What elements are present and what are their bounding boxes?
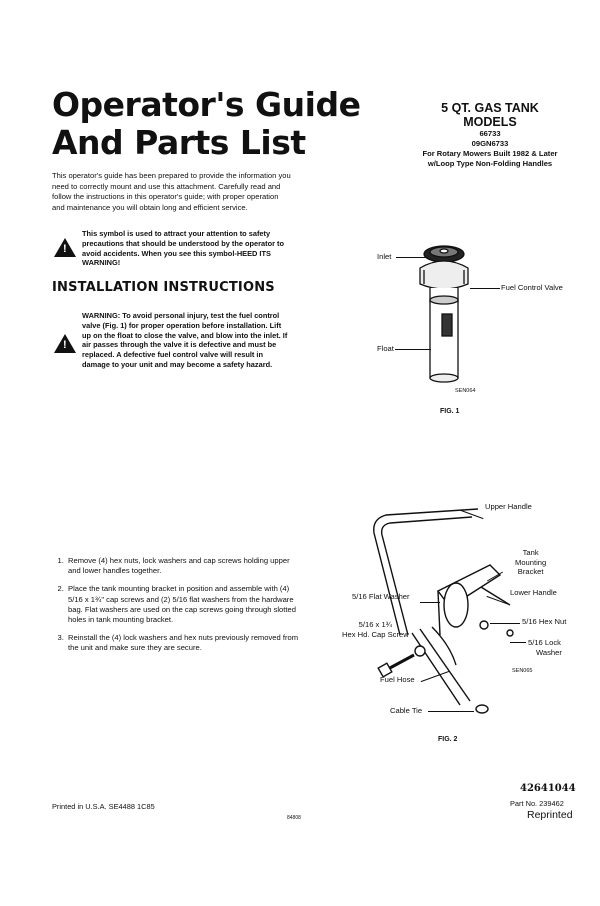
tank-mounting-figure [360, 495, 530, 720]
safety-notice: This symbol is used to attract your attention to safety precautions that should be understood by the operator to avoid accidents. When you see this symbol-HEED ITS WARNING! [82, 229, 285, 268]
label-cap-screw: 5/16 x 1¾ Hex Hd. Cap Screw [342, 620, 409, 639]
leader-line [470, 288, 500, 289]
leader-line [510, 642, 526, 643]
label-float: Float [377, 344, 394, 353]
label-tank-mounting-bracket: Tank Mounting Bracket [515, 548, 547, 577]
stamp-number: 42641044 [520, 783, 576, 794]
title-line-1: Operator's Guide [52, 85, 361, 124]
label-lower-handle: Lower Handle [510, 588, 557, 597]
printed-info: Printed in U.S.A. SE4488 1C85 [52, 802, 155, 811]
figure-2-caption: FIG. 2 [438, 736, 458, 743]
figure-1-caption: FIG. 1 [440, 408, 460, 415]
models-heading: MODELS [463, 115, 517, 129]
compat-line-1: For Rotary Mowers Built 1982 & Later [422, 149, 558, 158]
step-2: 2. Place the tank mounting bracket in position and assemble with (4) 5/16 x 1¾" cap screws and (2) 5/16 flat washers from the hardware bag. Flat washers are used on the cap screws going through slotted holes in tank mounting bracket. [66, 584, 300, 625]
reprinted-label: Reprinted [527, 809, 573, 821]
fuel-control-valve-figure [370, 240, 510, 400]
leader-line [420, 602, 440, 603]
small-code: 84808 [287, 815, 301, 821]
warning-triangle-icon: ! [54, 238, 76, 257]
label-upper-handle: Upper Handle [485, 502, 532, 511]
label-cable-tie: Cable Tie [390, 706, 423, 715]
product-name: 5 QT. GAS TANK [441, 101, 539, 115]
warning-triangle-icon: ! [54, 334, 76, 353]
installation-heading: INSTALLATION INSTRUCTIONS [52, 280, 275, 295]
installation-steps [52, 556, 300, 662]
part-number: Part No. 239462 [510, 799, 564, 808]
leader-line [396, 257, 428, 258]
label-hex-nut: 5/16 Hex Nut [522, 617, 567, 626]
leader-line [490, 623, 520, 624]
leader-line [428, 711, 474, 712]
models-block [405, 101, 575, 169]
intro-paragraph: This operator's guide has been prepared to provide the information you need to correctly mount and use this attachment. Carefully read and follow the instructions in this operator's guide; with proper operation and maintenance you will obtain long and efficient service. [52, 171, 291, 212]
leader-line [395, 349, 431, 350]
step-1: 1. Remove (4) hex nuts, lock washers and cap screws holding upper and lower handles together. [66, 556, 300, 576]
label-lock-washer: 5/16 Lock Washer [528, 638, 562, 657]
compat-line-2: w/Loop Type Non-Folding Handles [427, 159, 553, 168]
label-fuel-control-valve: Fuel Control Valve [501, 283, 563, 292]
page-title [52, 86, 360, 162]
installation-warning: WARNING: To avoid personal injury, test the fuel control valve (Fig. 1) for proper operation before installation. Lift up on the float to close the valve, and blow into the inlet. If air passes through the valve it is defective and must be replaced. A defective fuel control valve will result in damage to your unit and may become a safety hazard. [82, 311, 288, 369]
model-number-2: 09GN6733 [471, 139, 509, 148]
figure-code: SEN065 [512, 668, 533, 674]
model-number-1: 66733 [479, 129, 501, 138]
label-inlet: Inlet [377, 252, 392, 261]
label-fuel-hose: Fuel Hose [380, 675, 415, 684]
title-line-2: And Parts List [52, 123, 306, 162]
label-flat-washer: 5/16 Flat Washer [352, 592, 410, 601]
figure-code: SEN064 [455, 388, 476, 394]
step-3: 3. Reinstall the (4) lock washers and hex nuts previously removed from the unit and make sure they are secure. [66, 633, 300, 653]
